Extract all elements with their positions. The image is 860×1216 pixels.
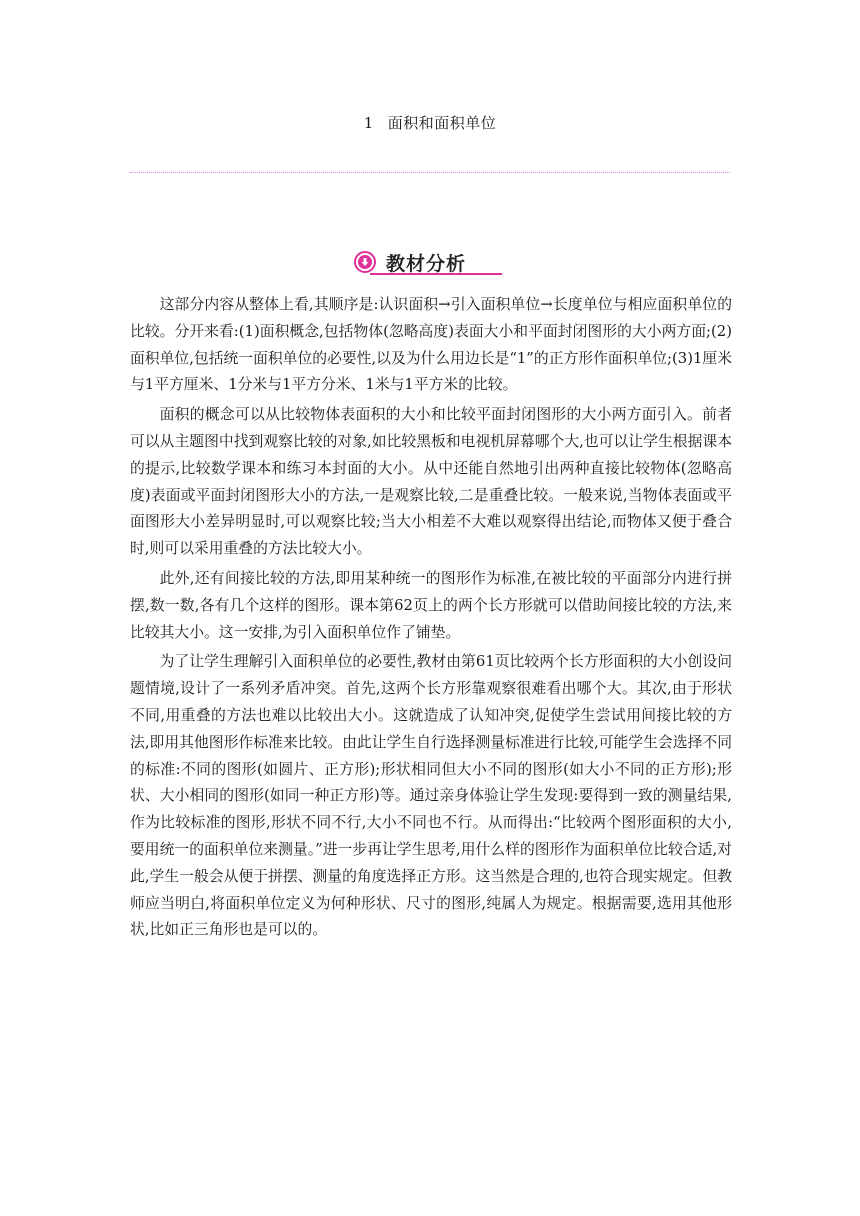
section-heading-underline: [370, 273, 502, 275]
body-text: [130, 292, 732, 947]
paragraph: 面积的概念可以从比较物体表面积的大小和比较平面封闭图形的大小两方面引入。前者可以从主题图中找到观察比较的对象,如比较黑板和电视机屏幕哪个大,也可以让学生根据课本的提示,比较数学课本和练习本封面的大小。从中还能自然地引出两种直接比较物体(忽略高度)表面或平面封闭图形大小的方法,一是观察比较,二是重叠比较。一般来说,当物体表面或平面图形大小差异明显时,可以观察比较;当大小相差不大难以观察得出结论,而物体又便于叠合时,则可以采用重叠的方法比较大小。: [130, 406, 732, 558]
section-number: 1: [363, 114, 374, 132]
down-arrow-icon: [354, 251, 376, 273]
paragraph: 此外,还有间接比较的方法,即用某种统一的图形作为标准,在被比较的平面部分内进行拼摆,数一数,各有几个这样的图形。课本第62页上的两个长方形就可以借助间接比较的方法,来比较其大小。这一安排,为引入面积单位作了铺垫。: [130, 569, 732, 641]
page-header: [0, 112, 860, 133]
paragraph: 这部分内容从整体上看,其顺序是:认识面积→引入面积单位→长度单位与相应面积单位的比较。分开来看:(1)面积概念,包括物体(忽略高度)表面大小和平面封闭图形的大小两方面;(2)面积单位,包括统一面积单位的必要性,以及为什么用边长是“1”的正方形作面积单位;(3)1厘米与1平方厘米、1分米与1平方分米、1米与1平方米的比较。: [130, 296, 733, 394]
section-heading: [354, 248, 466, 276]
section-title: 面积和面积单位: [387, 114, 497, 132]
section-heading-title: 教材分析: [386, 252, 467, 275]
dotted-divider: [130, 172, 730, 173]
paragraph: 为了让学生理解引入面积单位的必要性,教材由第61页比较两个长方形面积的大小创设问题情境,设计了一系列矛盾冲突。首先,这两个长方形靠观察很难看出哪个大。其次,由于形状不同,用重叠的方法也难以比较出大小。这就造成了认知冲突,促使学生尝试用间接比较的方法,即用其他图形作标准来比较。由此让学生自行选择测量标准进行比较,可能学生会选择不同的标准:不同的图形(如圆片、正方形);形状相同但大小不同的图形(如大小不同的正方形);形状、大小相同的图形(如同一种正方形)等。通过亲身体验让学生发现:要得到一致的测量结果,作为比较标准的图形,形状不同不行,大小不同也不行。从而得出:“比较两个图形面积的大小,要用统一的面积单位来测量。”进一步再让学生思考,用什么样的图形作为面积单位比较合适,对此,学生一般会从便于拼摆、测量的角度选择正方形。这当然是合理的,也符合现实规定。但教师应当明白,将面积单位定义为何种形状、尺寸的图形,纯属人为规定。根据需要,选用其他形状,比如正三角形也是可以的。: [130, 653, 732, 939]
